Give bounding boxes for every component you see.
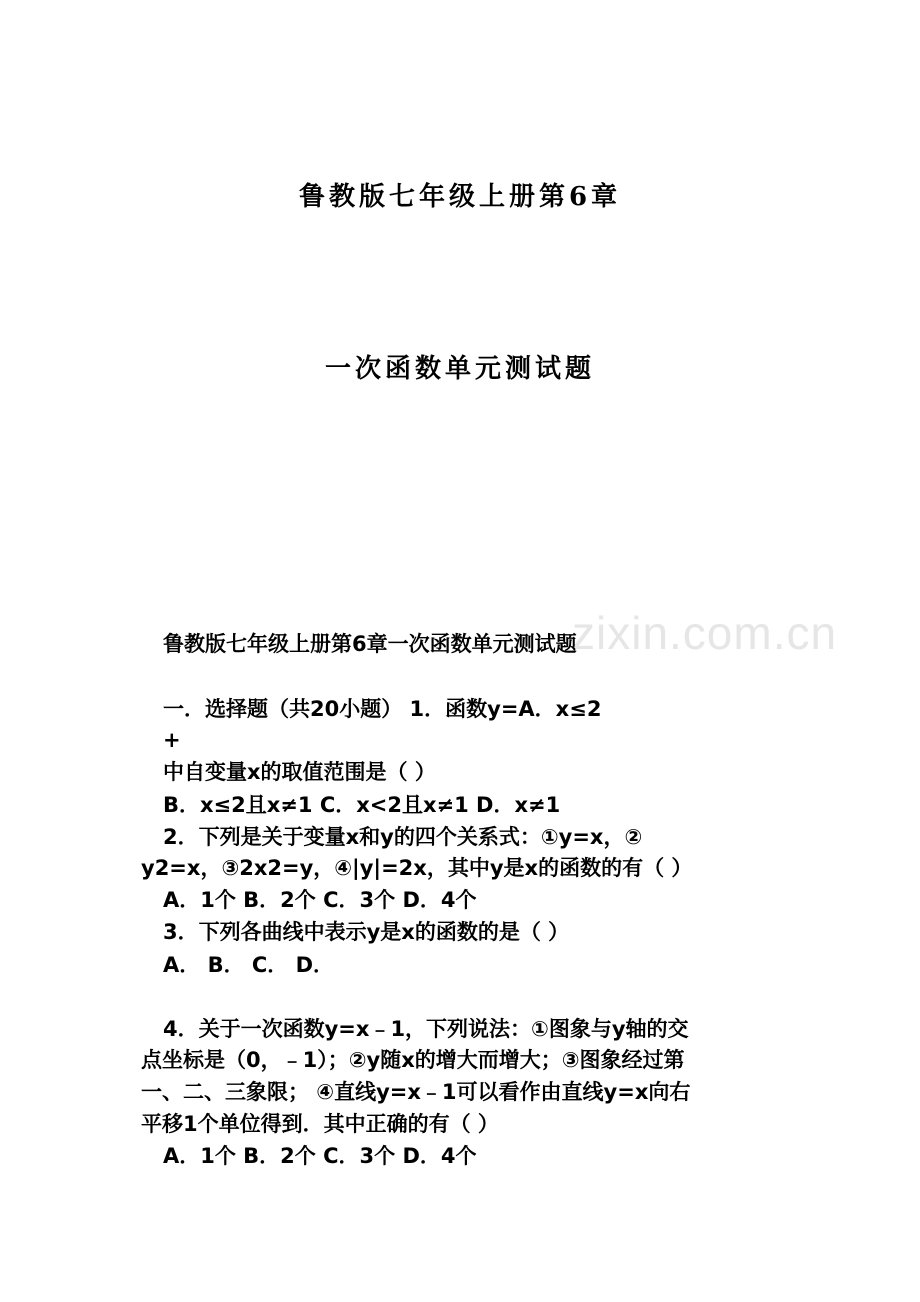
question-4-line-3: 一、二、三象限； ④直线y=x﹣1可以看作由直线y=x向右 <box>141 1080 691 1104</box>
question-4-line-1: 4．关于一次函数y=x﹣1，下列说法：①图象与y轴的交 <box>163 1017 689 1041</box>
question-4-line-4: 平移1个单位得到．其中正确的有（ ） <box>141 1112 499 1136</box>
subtitle: 鲁教版七年级上册第6章一次函数单元测试题 <box>163 632 577 656</box>
question-2-line-2: y2=x，③2x2=y，④|y|=2x，其中y是x的函数的有（ ） <box>141 856 693 880</box>
question-2-line-1: 2．下列是关于变量x和y的四个关系式：①y=x，② <box>163 825 643 849</box>
question-4-options: A．1个 B．2个 C．3个 D．4个 <box>163 1144 477 1168</box>
watermark: zixin.com.cn <box>572 607 838 659</box>
question-1-stem: 中自变量x的取值范围是（ ） <box>163 760 436 784</box>
question-2-options: A．1个 B．2个 C．3个 D．4个 <box>163 888 477 912</box>
question-1-options: B．x≤2且x≠1 C．x<2且x≠1 D．x≠1 <box>163 793 561 817</box>
question-3-options: A． B． C． D． <box>163 953 335 977</box>
plus-sign: + <box>163 728 181 752</box>
document-title-line-2: 一次函数单元测试题 <box>324 354 595 384</box>
document-title-line-1: 鲁教版七年级上册第6章 <box>298 182 622 212</box>
question-3-stem: 3．下列各曲线中表示y是x的函数的是（ ） <box>163 920 570 944</box>
question-4-line-2: 点坐标是（0，﹣1）；②y随x的增大而增大；③图象经过第 <box>141 1048 685 1072</box>
section-heading: 一．选择题（共20小题） 1．函数y=A．x≤2 <box>163 697 602 721</box>
